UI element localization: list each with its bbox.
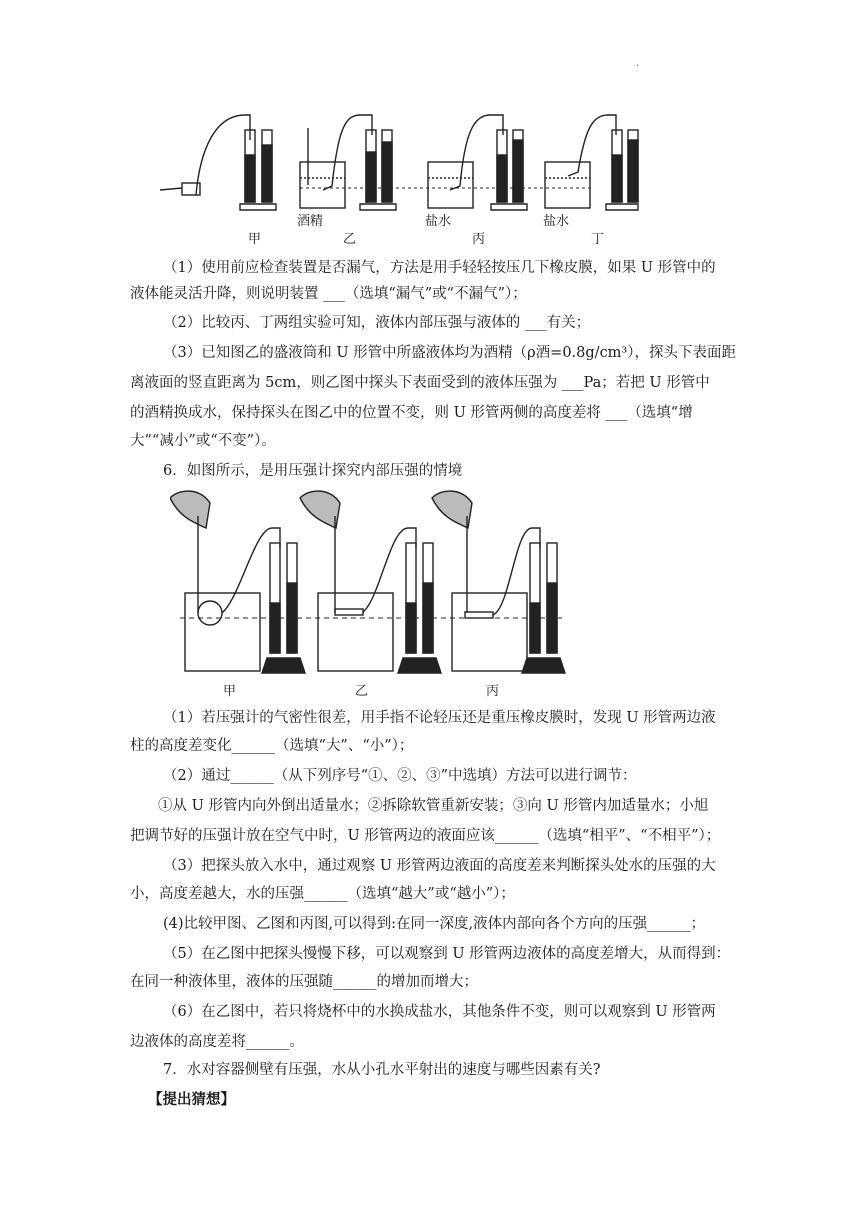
figure-2-label-jia: 甲 [223,684,237,699]
q6-part5a: （5）在乙图中把探头慢慢下移，可以观察到 U 形管两边液体的高度差增大，从而得到： [163,946,731,962]
q6-part1a: （1）若压强计的气密性很差，用手指不论轻压还是重压橡皮膜时，发现 U 形管两边液 [163,710,716,726]
q7-title: 7．水对容器侧壁有压强，水从小孔水平射出的速度与哪些因素有关? [163,1062,601,1078]
q5-part2: （2）比较丙、丁两组实验可知，液体内部压强与液体的 ___有关； [163,315,591,331]
q6-title: 6．如图所示，是用压强计探究内部压强的情境 [163,463,463,479]
figure-1-liquid-3: 盐水 [543,214,570,229]
figure-2-label-bing: 丙 [486,684,500,699]
figure-1-liquid-1: 酒精 [297,214,324,229]
q5-part3a: （3）已知图乙的盛液筒和 U 形管中所盛液体均为酒精（ρ酒=0.8g/cm³），探头下表面距 [163,345,736,361]
q6-part6b: 边液体的高度差将______。 [130,1034,304,1050]
q7-section-heading: 【提出猜想】 [148,1091,235,1108]
header-mark: . [636,58,640,69]
figure-1-label-jia: 甲 [248,232,262,247]
q6-part6a: （6）在乙图中，若只将烧杯中的水换成盐水，其他条件不变，则可以观察到 U 形管两 [163,1004,716,1020]
q6-part2: （2）通过______（从下列序号“①、②、③”中选填）方法可以进行调节： [163,768,637,784]
q5-part3b: 离液面的竖直距离为 5cm，则乙图中探头下表面受到的液体压强为 ___Pa；若把 U 形管中 [130,375,710,391]
figure-2-label-yi: 乙 [355,684,369,699]
q6-part2c: 把调节好的压强计放在空气中时，U 形管两边的液面应该______（选填“相平”、“不相平”）； [130,828,721,844]
q5-part3c: 的酒精换成水，保持探头在图乙中的位置不变，则 U 形管两侧的高度差将 ___（选填“增 [130,405,693,421]
figure-pressure-gauges-2 [170,488,570,688]
q5-part1b: 液体能灵活升降，则说明装置 ___（选填“漏气”或“不漏气”）； [130,286,527,302]
figure-1-label-bing: 丙 [472,232,486,247]
q6-part4: (4)比较甲图、乙图和丙图,可以得到:在同一深度,液体内部向各个方向的压强______； [163,916,706,932]
q6-part3a: （3）把探头放入水中，通过观察 U 形管两边液面的高度差来判断探头处水的压强的大 [163,858,716,874]
figure-1-liquid-2: 盐水 [425,214,452,229]
figure-2-drawing [170,488,570,688]
figure-1-label-ding: 丁 [591,232,605,247]
q5-part3d: 大”“减小”或“不变”）。 [130,433,276,449]
q6-part1b: 柱的高度差变化______（选填“大”、“小”）； [130,738,414,754]
q6-part2b: ①从 U 形管内向外倒出适量水；②拆除软管重新安装；③向 U 形管内加适量水；小旭 [158,798,709,814]
figure-1-label-yi: 乙 [343,232,357,247]
q6-part3b: 小，高度差越大，水的压强______（选填“越大”或“越小”）； [130,886,515,902]
q5-part1a: （1）使用前应检查装置是否漏气，方法是用手轻轻按压几下橡皮膜，如果 U 形管中的 [163,260,716,276]
q6-part5b: 在同一种液体里，液体的压强随______的增加而增大； [130,974,478,990]
